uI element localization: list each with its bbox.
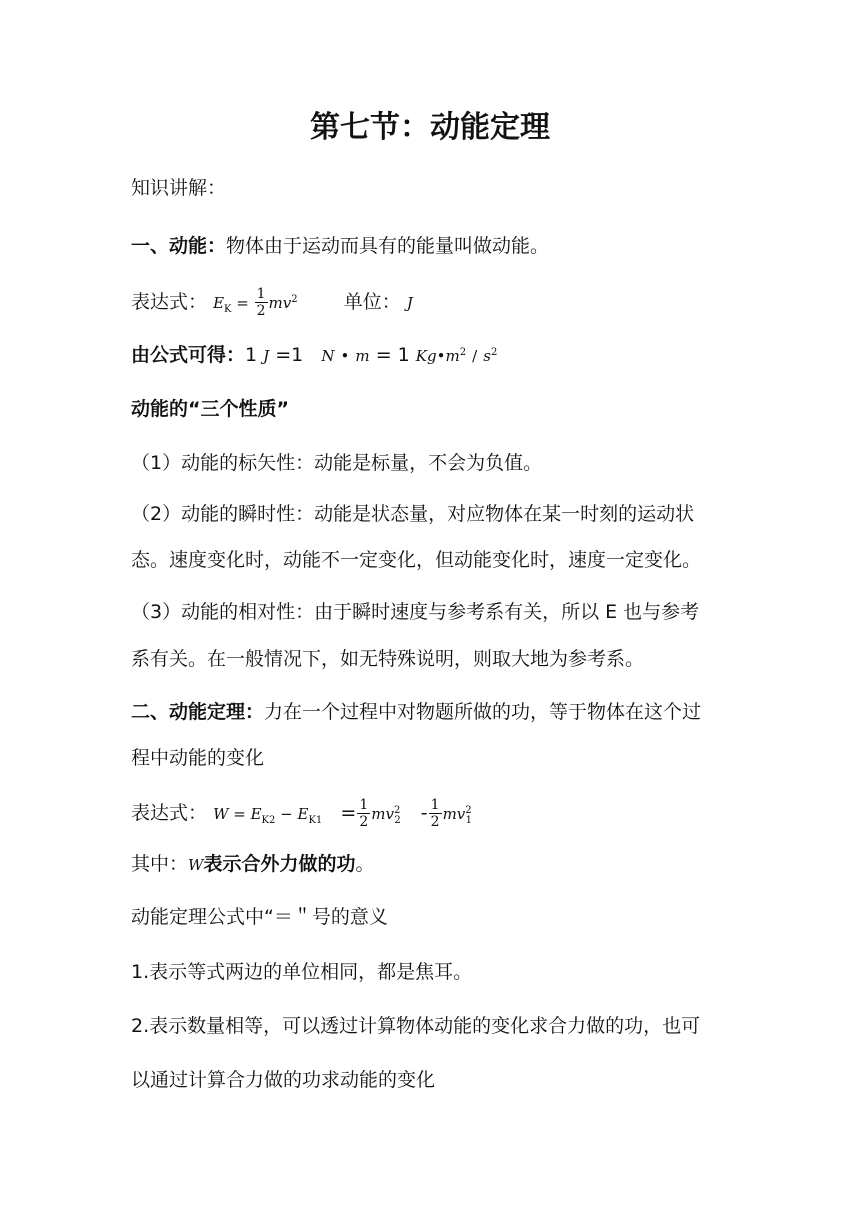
fraction-half: $\frac{1}{2}$ [256, 286, 266, 319]
symbol-meter: m [355, 347, 370, 365]
equals-one-second: = 1 [375, 344, 410, 366]
section-colon: ： [207, 235, 227, 257]
derivation-label: 由公式可得： [131, 344, 246, 366]
section-colon: ： [245, 701, 265, 723]
meaning-heading: 动能定理公式中“＝＂号的意义 [131, 906, 388, 928]
where-note [131, 852, 374, 877]
property-1: （1）动能的标矢性：动能是标量，不会为负值。 [131, 452, 543, 474]
unit-value: J [406, 294, 413, 312]
formula-minus: − [275, 805, 298, 823]
page-title: 第七节：动能定理 [310, 110, 550, 145]
expression-label: 表达式： [131, 802, 208, 824]
formula-equals: = [228, 805, 251, 823]
unit-label: 单位： [343, 291, 401, 313]
formula-equals: = [231, 294, 254, 312]
formula-lhs: $E_K$ [213, 294, 232, 315]
theorem-text: 力在一个过程中对物题所做的功，等于物体在这个过 [264, 701, 702, 723]
unit-derivation [131, 341, 497, 368]
definition-text: 物体由于运动而具有的能量叫做动能。 [226, 235, 550, 257]
formula-minus-second: - [420, 802, 428, 824]
symbol-work: W [213, 805, 229, 823]
slash: / [472, 347, 478, 365]
formula-rhs: $mv^2$ [268, 294, 298, 312]
section-kinetic-energy [131, 234, 549, 258]
where-text: 表示合外力做的功 [203, 853, 356, 875]
symbol-ek1: $E_{K1}$ [297, 805, 323, 826]
kinetic-energy-formula [131, 286, 413, 322]
property-3-line-1: （3）动能的相对性：由于瞬时速度与参考系有关，所以 E 也与参考 [131, 601, 700, 623]
where-end: 。 [355, 853, 375, 875]
dot-operator-second: • [436, 347, 446, 365]
section-heading: 二、动能定理 [131, 701, 246, 723]
fraction-half-first: $\frac{1}{2}$ [359, 797, 369, 830]
properties-heading: 动能的“三个性质” [131, 398, 289, 420]
section-theorem [131, 700, 701, 724]
where-label: 其中： [131, 853, 189, 875]
meaning-point-2-line-2: 以通过计算合力做的功求动能的变化 [131, 1069, 436, 1091]
theorem-formula [131, 797, 472, 833]
dot-operator: • [340, 347, 350, 365]
symbol-work: W [188, 856, 204, 874]
intro-label: 知识讲解： [131, 177, 227, 199]
meaning-point-2-line-1: 2.表示数量相等，可以透过计算物体动能的变化求合力做的功，也可 [131, 1015, 701, 1037]
number-one: 1 [245, 344, 258, 366]
term-final-ke: $mv^2_2$ [371, 805, 401, 826]
section-heading: 一、动能 [131, 235, 208, 257]
symbol-ek2: $E_{K2}$ [250, 805, 276, 826]
symbol-kilogram: Kg [415, 347, 437, 365]
term-initial-ke: $mv^2_1$ [442, 805, 473, 826]
fraction-half-second: $\frac{1}{2}$ [430, 797, 440, 830]
symbol-newton: N [321, 347, 335, 365]
expression-label: 表达式： [131, 291, 208, 313]
meaning-point-1: 1.表示等式两边的单位相同，都是焦耳。 [131, 961, 473, 983]
property-2-line-1: （2）动能的瞬时性：动能是状态量，对应物体在某一时刻的运动状 [131, 503, 695, 525]
formula-equals-second: = [340, 802, 357, 824]
symbol-second-squared: $s^2$ [483, 347, 498, 365]
symbol-meter-squared: $m^2$ [445, 347, 467, 365]
property-3-line-2: 系有关。在一般情况下，如无特殊说明，则取大地为参考系。 [131, 648, 645, 670]
property-2-line-2: 态。速度变化时，动能不一定变化，但动能变化时，速度一定变化。 [131, 549, 702, 571]
symbol-joule: J [263, 347, 270, 365]
section-theorem-line-2: 程中动能的变化 [131, 747, 265, 769]
equals-one: =1 [275, 344, 304, 366]
